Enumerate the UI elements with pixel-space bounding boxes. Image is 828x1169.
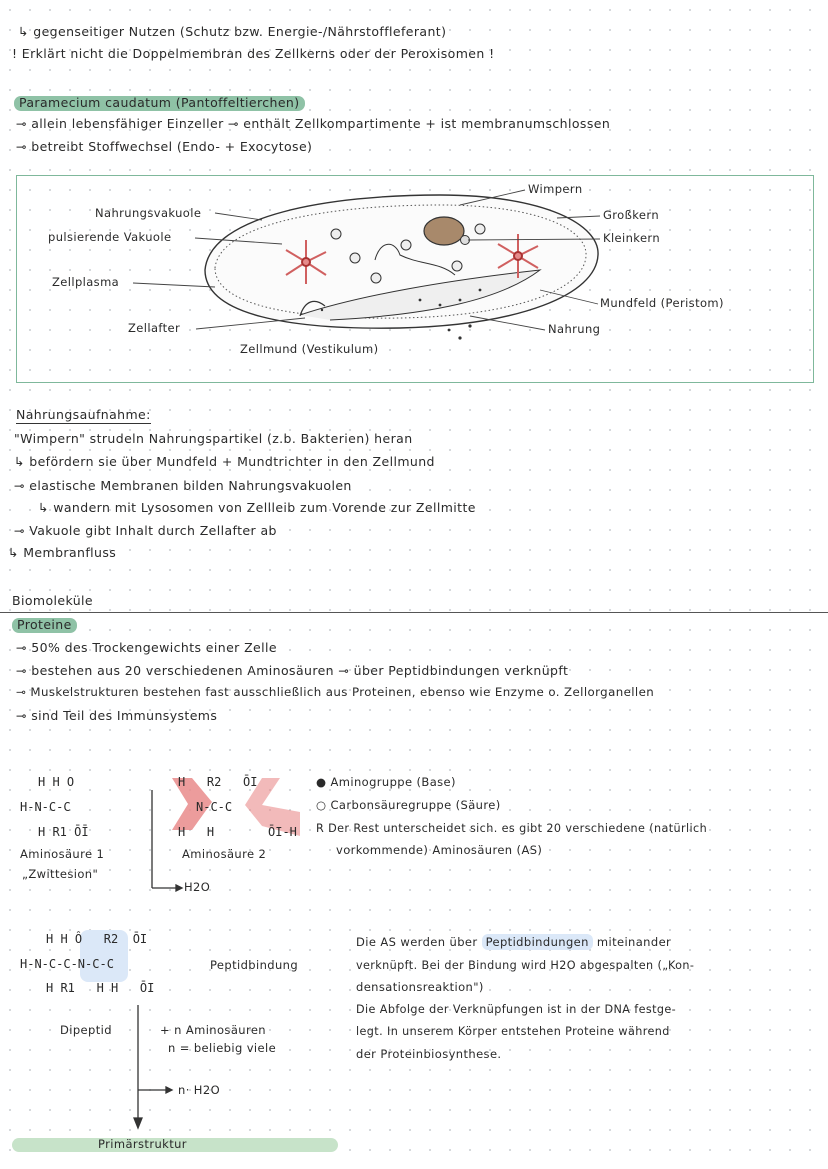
- amino-acid-1-label: Aminosäure 1: [20, 847, 105, 861]
- amino-acid-2-formula-top: H R2 ŌI: [178, 775, 258, 789]
- amino-acid-1-row-2: H-N-C-C: [20, 800, 71, 814]
- nahrungsaufnahme-line-3: ⊸ elastische Membranen bilden Nahrungsvakuolen: [14, 478, 352, 493]
- n-water: n· H2O: [178, 1083, 221, 1097]
- amino-acid-2-label: Aminosäure 2: [182, 847, 267, 861]
- label-pulsierende-vakuole: pulsierende Vakuole: [48, 230, 172, 244]
- paragraph-line-4: Die Abfolge der Verknüpfungen ist in der DNA festge-: [356, 1003, 677, 1016]
- amino-acid-1-row-3: H R1 ŌĪ: [38, 825, 89, 839]
- plus-n-amino-acids: + n Aminosäuren: [160, 1023, 266, 1037]
- n-definition: n = beliebig viele: [168, 1041, 277, 1055]
- legend-rest-cont: vorkommende) Aminosäuren (AS): [336, 843, 543, 857]
- proteine-bullet-2: ⊸ bestehen aus 20 verschiedenen Aminosäuren ⊸ über Peptidbindungen verknüpft: [16, 663, 569, 678]
- water-released: H2O: [184, 880, 211, 894]
- proteine-bullet-4: ⊸ sind Teil des Immunsystems: [16, 708, 218, 723]
- macronucleus: [424, 217, 464, 245]
- paragraph-line-6: der Proteinbiosynthese.: [356, 1047, 502, 1061]
- label-nahrungsvakuole: Nahrungsvakuole: [95, 206, 202, 220]
- section-divider: [0, 612, 828, 613]
- reaction-arrows: [134, 790, 182, 1128]
- amino-acid-1-row-1: H H O: [38, 775, 75, 789]
- label-mundfeld: Mundfeld (Peristom): [600, 296, 724, 310]
- primaerstruktur-label: Primärstruktur: [98, 1137, 187, 1151]
- label-zellplasma: Zellplasma: [52, 275, 120, 289]
- note-line-1: ↳ gegenseitiger Nutzen (Schutz bzw. Energie-/Nährstoffleferant): [18, 24, 447, 39]
- dipeptide-row-1: H H Ô R2 ŌI: [46, 932, 148, 946]
- dipeptide-label: Dipeptid: [60, 1023, 112, 1037]
- paragraph-line-5: legt. In unserem Körper entstehen Proteine während: [356, 1025, 670, 1038]
- nahrungsaufnahme-line-1: "Wimpern" strudeln Nahrungspartikel (z.b. Bakterien) heran: [14, 431, 413, 446]
- amino-acid-2-hydroxyl: ŌI-H: [268, 825, 297, 839]
- dipeptide-row-3: H R1 H H ŌI: [46, 981, 155, 995]
- paragraph-line-2: verknüpft. Bei der Bindung wird H2O abgespalten („Kon-: [356, 959, 695, 972]
- note-line-2: ! Erklärt nicht die Doppelmembran des Zellkerns oder der Peroxisomen !: [12, 46, 495, 61]
- label-grosskern: Großkern: [603, 208, 660, 222]
- proteine-heading: Proteine: [12, 618, 77, 633]
- legend-carboxyl-group: ○ Carbonsäuregruppe (Säure): [316, 798, 501, 812]
- label-kleinkern: Kleinkern: [603, 231, 661, 245]
- nahrungsaufnahme-heading: Nahrungsaufnahme:: [16, 407, 151, 422]
- proteine-bullet-1: ⊸ 50% des Trockengewichts einer Zelle: [16, 640, 277, 655]
- amino-acid-1-sublabel: „Zwittesion": [22, 867, 99, 881]
- legend-rest: R Der Rest unterscheidet sich. es gibt 20 verschiedene (natürlich: [316, 822, 708, 835]
- paramecium-heading: Paramecium caudatum (Pantoffeltierchen): [14, 96, 305, 111]
- nahrungsaufnahme-line-4: ↳ wandern mit Lysosomen von Zellleib zum Vorende zur Zellmitte: [38, 500, 476, 515]
- amino-acid-2-formula-mid: N-C-C: [196, 800, 233, 814]
- paramecium-body: [205, 195, 598, 328]
- dipeptide-row-2: H-N-C-C-N-C-C: [20, 957, 114, 971]
- paramecium-bullet-2: ⊸ betreibt Stoffwechsel (Endo- + Exocytose): [16, 139, 313, 154]
- paramecium-bullet-1: ⊸ allein lebensfähiger Einzeller ⊸ enthält Zellkompartimente + ist membranumschlossen: [16, 116, 611, 131]
- nahrungsaufnahme-line-5: ⊸ Vakuole gibt Inhalt durch Zellafter ab: [14, 523, 277, 538]
- nahrungsaufnahme-line-6: ↳ Membranfluss: [8, 545, 117, 560]
- label-nahrung: Nahrung: [548, 322, 601, 336]
- label-zellmund: Zellmund (Vestikulum): [240, 342, 379, 356]
- legend-amino-group: ● Aminogruppe (Base): [316, 775, 456, 789]
- biomolekuele-heading: Biomoleküle: [12, 593, 94, 608]
- proteine-bullet-3: ⊸ Muskelstrukturen bestehen fast ausschließlich aus Proteinen, ebenso wie Enzyme o. Zellorganellen: [16, 685, 655, 699]
- nahrungsaufnahme-line-2: ↳ befördern sie über Mundfeld + Mundtrichter in den Zellmund: [14, 454, 435, 469]
- label-wimpern: Wimpern: [528, 182, 583, 196]
- amino-acid-2-formula-bottom: H H: [178, 825, 215, 839]
- paragraph-line-1: Die AS werden über Peptidbindungen miteinander: [356, 935, 672, 949]
- paragraph-line-3: densationsreaktion"): [356, 980, 484, 994]
- peptide-bond-label: Peptidbindung: [210, 958, 299, 972]
- label-zellafter: Zellafter: [128, 321, 181, 335]
